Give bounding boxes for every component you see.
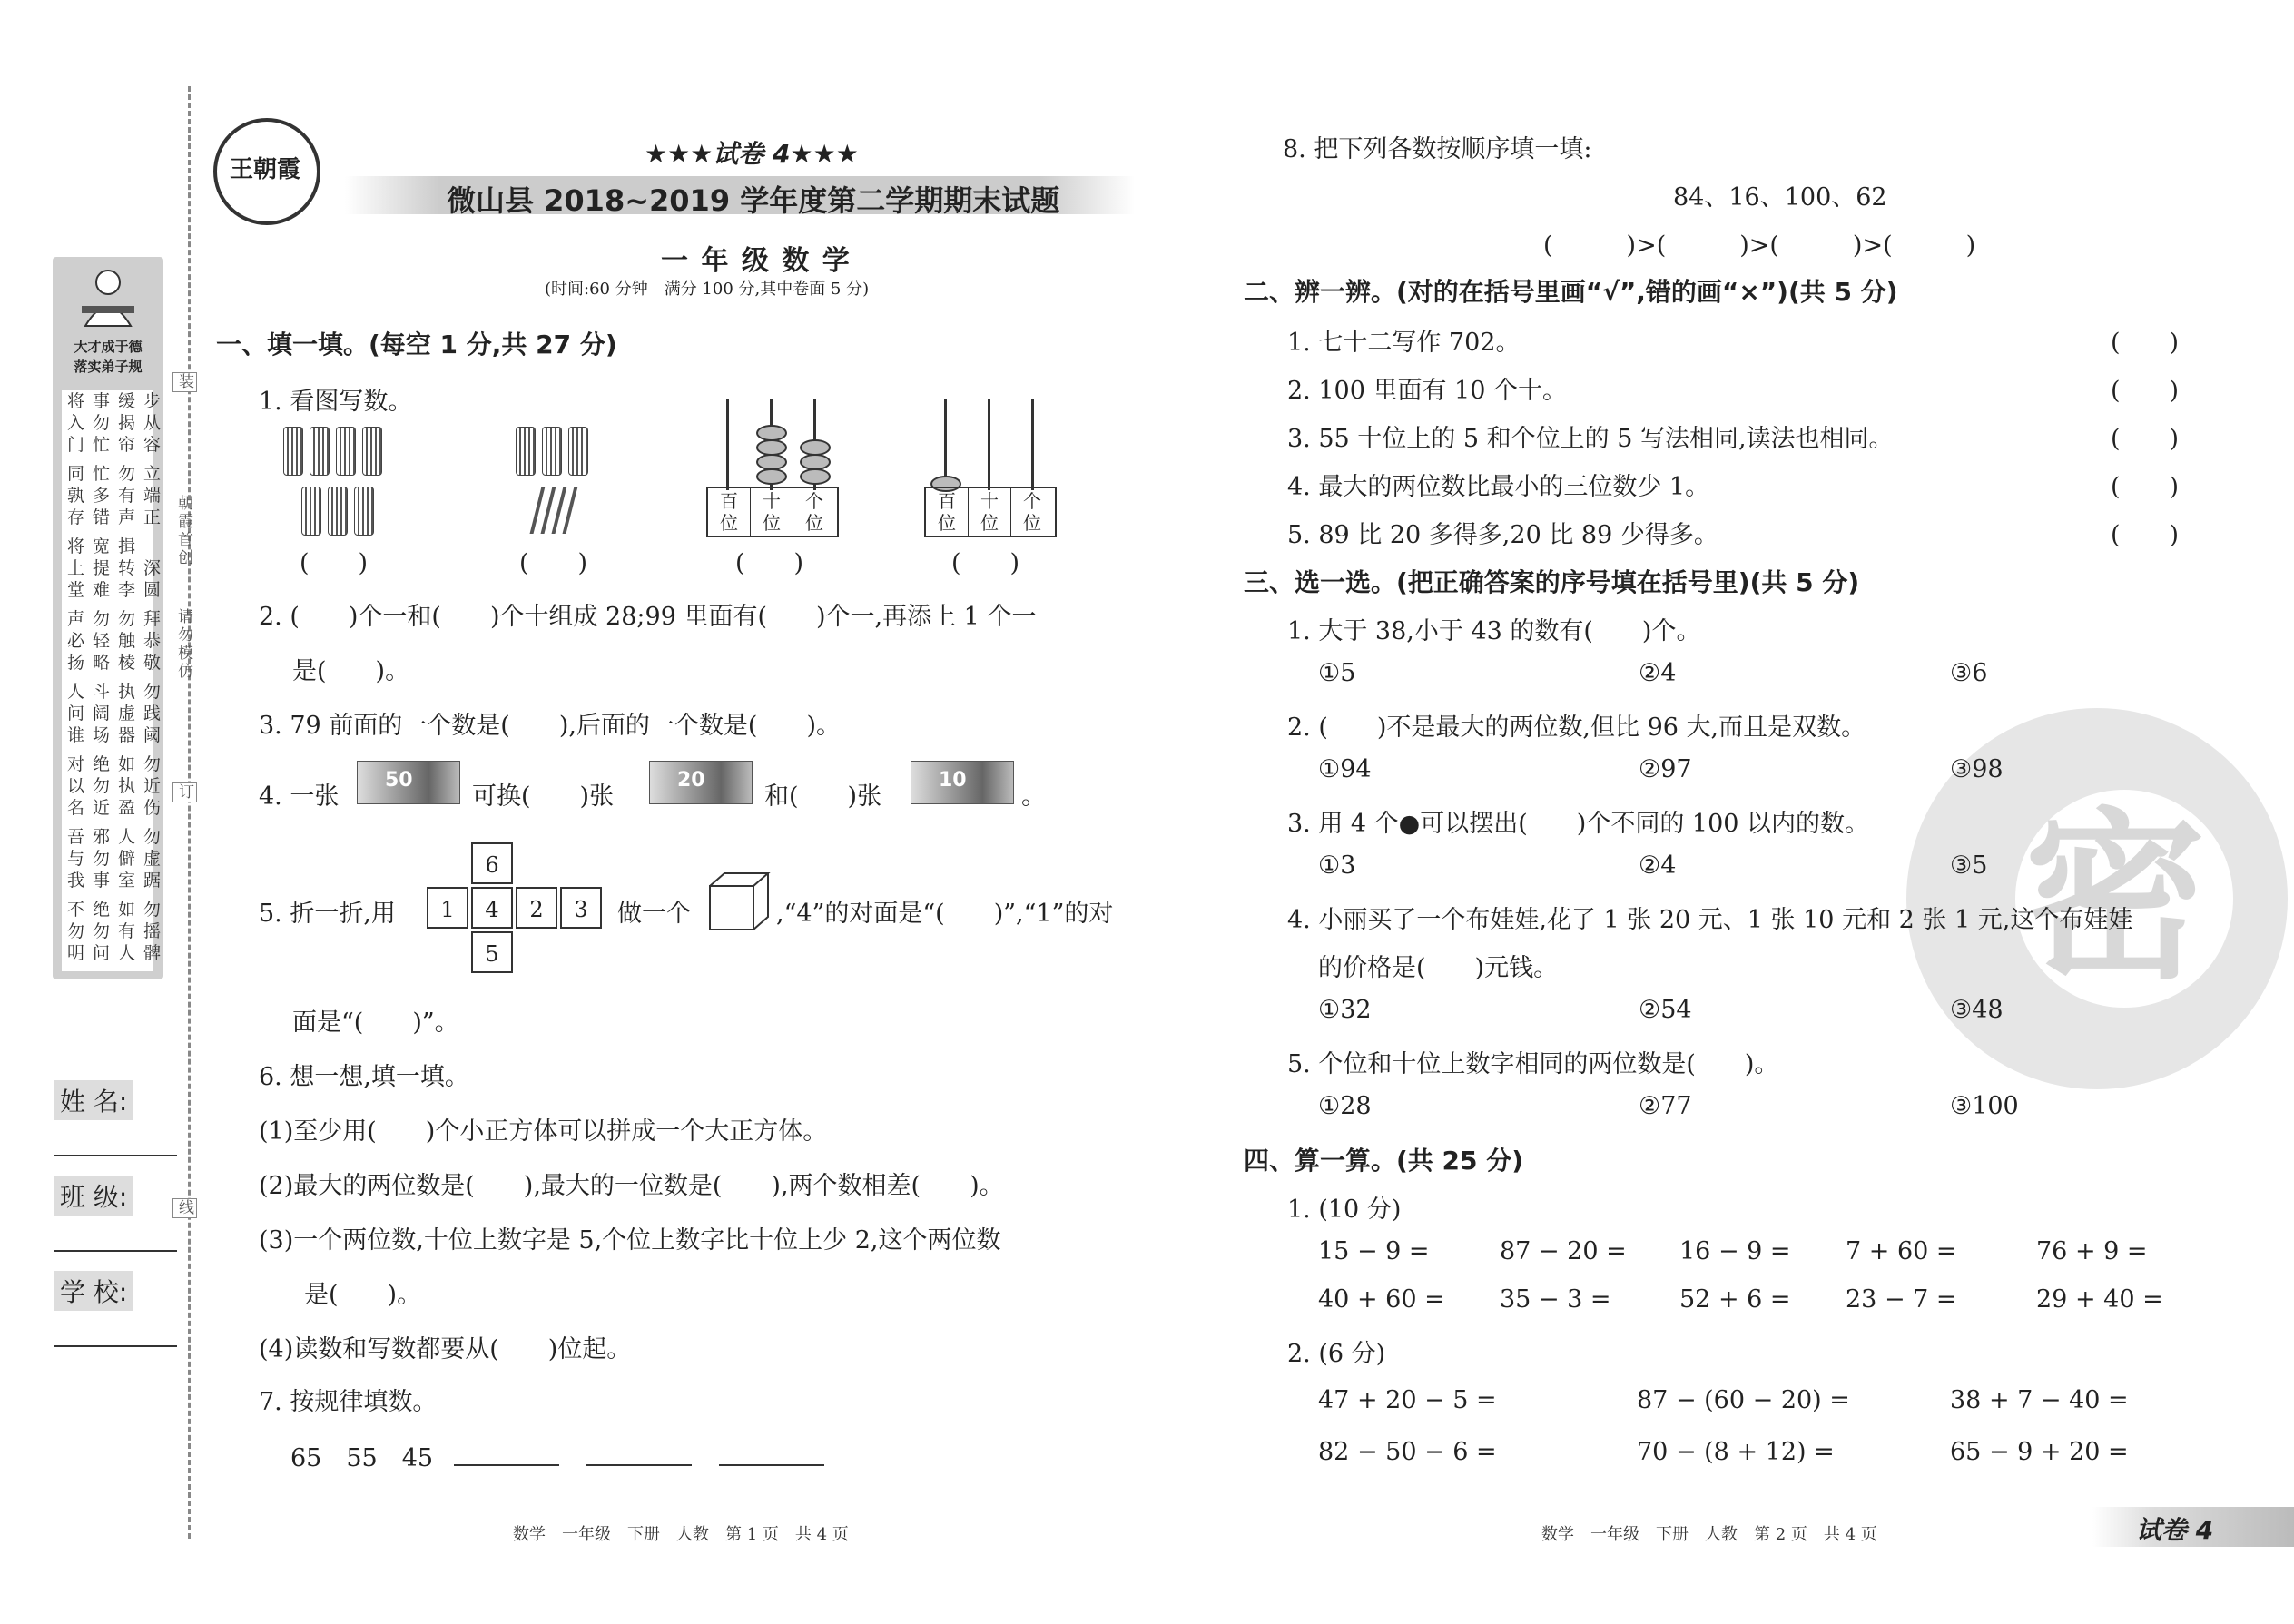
poem-line: 声勿勿拜 [67, 609, 170, 629]
calc-item[interactable]: 70 − (8 + 12) = [1637, 1438, 1835, 1466]
poem-line: 以勿执近 [67, 776, 170, 796]
poem-line: 同忙勿立 [67, 464, 170, 484]
net-cell: 4 [471, 887, 513, 929]
choice-option[interactable]: ①94 [1318, 755, 1372, 783]
question-5-part-b: 做一个 [617, 900, 691, 928]
poem-line: 名近盈伤 [67, 798, 170, 818]
question-6-1: (1)至少用( )个小正方体可以拼成一个大正方体。 [259, 1117, 828, 1146]
section-4-heading: 四、算一算。(共 25 分) [1244, 1146, 1524, 1176]
q1-answer-1[interactable]: ( ) [300, 549, 369, 577]
choice-option[interactable]: ①3 [1318, 851, 1356, 880]
banknote-50-icon [357, 761, 460, 804]
school-field[interactable] [54, 1345, 177, 1347]
choice-option[interactable]: ②4 [1639, 659, 1677, 687]
bundles-group-1 [283, 427, 419, 539]
poem-line: 明问人髀 [67, 943, 170, 963]
left-footer: 数学 一年级 下册 人教 第 1 页 共 4 页 [513, 1525, 849, 1544]
abacus-label-ones: 个 位 [805, 490, 823, 534]
poem-line: 孰多有端 [67, 486, 170, 506]
abacus-1 [706, 399, 842, 537]
question-4-part-a: 4. 一张 [259, 782, 340, 811]
brand-logo [213, 118, 320, 225]
banknote-value: 50 [385, 769, 413, 792]
q1-answer-3[interactable]: ( ) [735, 549, 804, 577]
motto-2: 落实弟子规 [74, 359, 143, 375]
calc-item[interactable]: 52 + 6 = [1679, 1285, 1791, 1314]
calc-item[interactable]: 40 + 60 = [1318, 1285, 1445, 1314]
section-1-heading: 一、填一填。(每空 1 分,共 27 分) [216, 330, 617, 359]
choice-option[interactable]: ③100 [1950, 1092, 2019, 1120]
banknote-10-icon [911, 761, 1014, 804]
calc-part-2: 2. (6 分) [1287, 1340, 1386, 1368]
choice-option[interactable]: ③98 [1950, 755, 2004, 783]
abacus-label-tens: 十 位 [969, 488, 1011, 536]
q8-order[interactable]: ( )>( )>( )>( ) [1543, 231, 1976, 260]
judge-answer[interactable]: ( ) [2111, 521, 2180, 549]
calc-item[interactable]: 15 − 9 = [1318, 1237, 1430, 1265]
binding-text: 请勿模仿 [174, 608, 192, 681]
class-field[interactable] [54, 1250, 177, 1252]
calc-item[interactable]: 16 − 9 = [1679, 1237, 1791, 1265]
question-5-part-a: 5. 折一折,用 [259, 900, 396, 928]
seal-character: 密 [2024, 792, 2207, 1004]
calc-item[interactable]: 76 + 9 = [2036, 1237, 2148, 1265]
question-1: 1. 看图写数。 [259, 388, 413, 416]
section-2-heading: 二、辨一辨。(对的在括号里画“√”,错的画“×”)(共 5 分) [1244, 277, 1898, 307]
binding-text: 装 [172, 372, 197, 392]
choice-option[interactable]: ①28 [1318, 1092, 1372, 1120]
subject-title: 一 年 级 数 学 [661, 245, 852, 277]
choice-option[interactable]: ①5 [1318, 659, 1356, 687]
question-8: 8. 把下列各数按顺序填一填: [1283, 135, 1592, 163]
poem-line: 存错声正 [67, 507, 170, 527]
bundles-group-2 [516, 427, 625, 537]
net-cell-top: 6 [471, 842, 513, 884]
judge-4: 4. 最大的两位数比最小的三位数少 1。 [1287, 473, 1710, 501]
choice-option[interactable]: ②77 [1639, 1092, 1692, 1120]
section-3-heading: 三、选一选。(把正确答案的序号填在括号里)(共 5 分) [1244, 567, 1860, 597]
poem-line: 谁场器阈 [67, 725, 170, 745]
judge-2: 2. 100 里面有 10 个十。 [1287, 377, 1567, 405]
question-6: 6. 想一想,填一填。 [259, 1063, 469, 1091]
question-7: 7. 按规律填数。 [259, 1388, 438, 1416]
sidebar-poem [62, 390, 170, 971]
poem-line: 吾邪人勿 [67, 827, 170, 847]
q1-answer-2[interactable]: ( ) [519, 549, 588, 577]
choice-option[interactable]: ③48 [1950, 996, 2004, 1024]
calc-item[interactable]: 65 − 9 + 20 = [1950, 1438, 2129, 1466]
judge-3: 3. 55 十位上的 5 和个位上的 5 写法相同,读法也相同。 [1287, 425, 1894, 453]
abacus-label-hundreds: 百 位 [708, 488, 751, 536]
question-3: 3. 79 前面的一个数是( ),后面的一个数是( )。 [259, 712, 841, 740]
choice-option[interactable]: ③6 [1950, 659, 1988, 687]
exam-title: 微山县 2018~2019 学年度第二学期期末试题 [447, 183, 1060, 218]
exam-info: (时间:60 分钟 满分 100 分,其中卷面 5 分) [545, 280, 870, 299]
calc-item[interactable]: 35 − 3 = [1500, 1285, 1611, 1314]
calc-item[interactable]: 7 + 60 = [1846, 1237, 1957, 1265]
net-cell: 2 [516, 887, 557, 929]
question-6-3-line-2: 是( )。 [304, 1281, 422, 1309]
question-2-line-2: 是( )。 [292, 657, 410, 685]
right-footer: 数学 一年级 下册 人教 第 2 页 共 4 页 [1541, 1525, 1877, 1544]
choice-5: 5. 个位和十位上数字相同的两位数是( )。 [1287, 1050, 1779, 1078]
calc-item[interactable]: 23 − 7 = [1846, 1285, 1957, 1314]
judge-1: 1. 七十二写作 702。 [1287, 329, 1521, 357]
calc-item[interactable]: 29 + 40 = [2036, 1285, 2163, 1314]
sequence-numbers: 65 55 45 [290, 1444, 434, 1472]
choice-4-line-1: 4. 小丽买了一个布娃娃,花了 1 张 20 元、1 张 10 元和 2 张 1 元,这个布娃娃 [1287, 906, 2133, 934]
name-field[interactable] [54, 1155, 177, 1156]
banknote-20-icon [649, 761, 753, 804]
poem-line: 勿勿有摇 [67, 921, 170, 941]
motto-1: 大才成于德 [74, 339, 143, 355]
judge-answer[interactable]: ( ) [2111, 473, 2180, 501]
net-cell-bottom: 5 [471, 931, 513, 973]
q8-numbers: 84、16、100、62 [1673, 183, 1887, 212]
net-cell: 3 [560, 887, 602, 929]
choice-1: 1. 大于 38,小于 43 的数有( )个。 [1287, 617, 1701, 645]
choice-option[interactable]: ②97 [1639, 755, 1692, 783]
scholar-figure-icon [78, 266, 138, 330]
cube-icon [708, 871, 772, 935]
exam-badge-text: 试卷 4 [2136, 1515, 2214, 1545]
choice-option[interactable]: ①32 [1318, 996, 1372, 1024]
choice-option[interactable]: ②4 [1639, 851, 1677, 880]
sequence-blanks[interactable] [454, 1452, 852, 1470]
poem-line: 人斗执勿 [67, 682, 170, 702]
question-4-part-b: 可换( )张 [472, 782, 615, 811]
abacus-2 [924, 399, 1060, 537]
question-2-line-1: 2. ( )个一和( )个十组成 28;99 里面有( )个一,再添上 1 个一 [259, 603, 1037, 631]
exam-badge [2092, 1507, 2294, 1547]
poem-line: 门忙帘容 [67, 435, 170, 455]
poem-line: 必轻触恭 [67, 631, 170, 651]
poem-line: 将宽揖 [67, 536, 144, 556]
poem-line: 不绝如勿 [67, 900, 170, 920]
net-cell: 1 [427, 887, 468, 929]
choice-2: 2. ( )不是最大的两位数,但比 96 大,而且是双数。 [1287, 714, 1866, 742]
poem-line: 入勿揭从 [67, 413, 170, 433]
calc-item[interactable]: 87 − 20 = [1500, 1237, 1627, 1265]
poem-line: 我事室踞 [67, 871, 170, 891]
question-4-part-c: 和( )张 [764, 782, 882, 811]
calc-item[interactable]: 38 + 7 − 40 = [1950, 1386, 2129, 1414]
poem-line: 问阔虚践 [67, 704, 170, 723]
question-5-line-2: 面是“( )”。 [292, 1009, 459, 1037]
poem-line: 上提转深 [67, 558, 170, 578]
judge-answer[interactable]: ( ) [2111, 425, 2180, 453]
question-6-2: (2)最大的两位数是( ),最大的一位数是( ),两个数相差( )。 [259, 1172, 1004, 1200]
abacus-label-tens: 十 位 [751, 488, 793, 536]
judge-answer[interactable]: ( ) [2111, 329, 2180, 357]
abacus-label-hundreds: 百 位 [926, 488, 969, 536]
question-6-3-line-1: (3)一个两位数,十位上数字是 5,个位上数字比十位上少 2,这个两位数 [259, 1226, 1001, 1255]
calc-item[interactable]: 47 + 20 − 5 = [1318, 1386, 1497, 1414]
choice-option[interactable]: ②54 [1639, 996, 1692, 1024]
binding-text: 线 [172, 1198, 197, 1218]
question-4-part-d: 。 [1021, 782, 1046, 811]
q1-answer-4[interactable]: ( ) [951, 549, 1020, 577]
poem-line: 堂难李圆 [67, 580, 170, 600]
poem-line: 扬略棱敬 [67, 653, 170, 673]
binding-text: 订 [172, 782, 197, 802]
choice-3: 3. 用 4 个●可以摆出( )个不同的 100 以内的数。 [1287, 810, 1870, 838]
name-label: 姓 名: [54, 1080, 133, 1120]
calc-part-1: 1. (10 分) [1287, 1196, 1402, 1224]
poem-line: 将事缓步 [67, 391, 170, 411]
choice-4-line-2: 的价格是( )元钱。 [1318, 954, 1559, 982]
poem-line: 对绝如勿 [67, 754, 170, 774]
exam-banner: ★★★试卷 4★★★ [645, 139, 859, 169]
binding-text: 朝霞首创 [174, 495, 192, 567]
class-label: 班 级: [54, 1176, 133, 1216]
judge-5: 5. 89 比 20 多得多,20 比 89 少得多。 [1287, 521, 1718, 549]
question-6-4: (4)读数和写数都要从( )位起。 [259, 1335, 632, 1363]
judge-answer[interactable]: ( ) [2111, 377, 2180, 405]
calc-item[interactable]: 87 − (60 − 20) = [1637, 1386, 1850, 1414]
school-label: 学 校: [54, 1271, 133, 1311]
logo-text: 王朝霞 [230, 156, 301, 183]
abacus-label-ones: 个 位 [1023, 490, 1041, 534]
choice-option[interactable]: ③5 [1950, 851, 1988, 880]
binding-line [188, 86, 191, 1539]
banknote-value: 10 [939, 769, 967, 792]
question-5-part-c: ,“4”的对面是“( )”,“1”的对 [776, 900, 1114, 928]
calc-item[interactable]: 82 − 50 − 6 = [1318, 1438, 1497, 1466]
banknote-value: 20 [677, 769, 705, 792]
poem-line: 与勿僻虚 [67, 849, 170, 869]
